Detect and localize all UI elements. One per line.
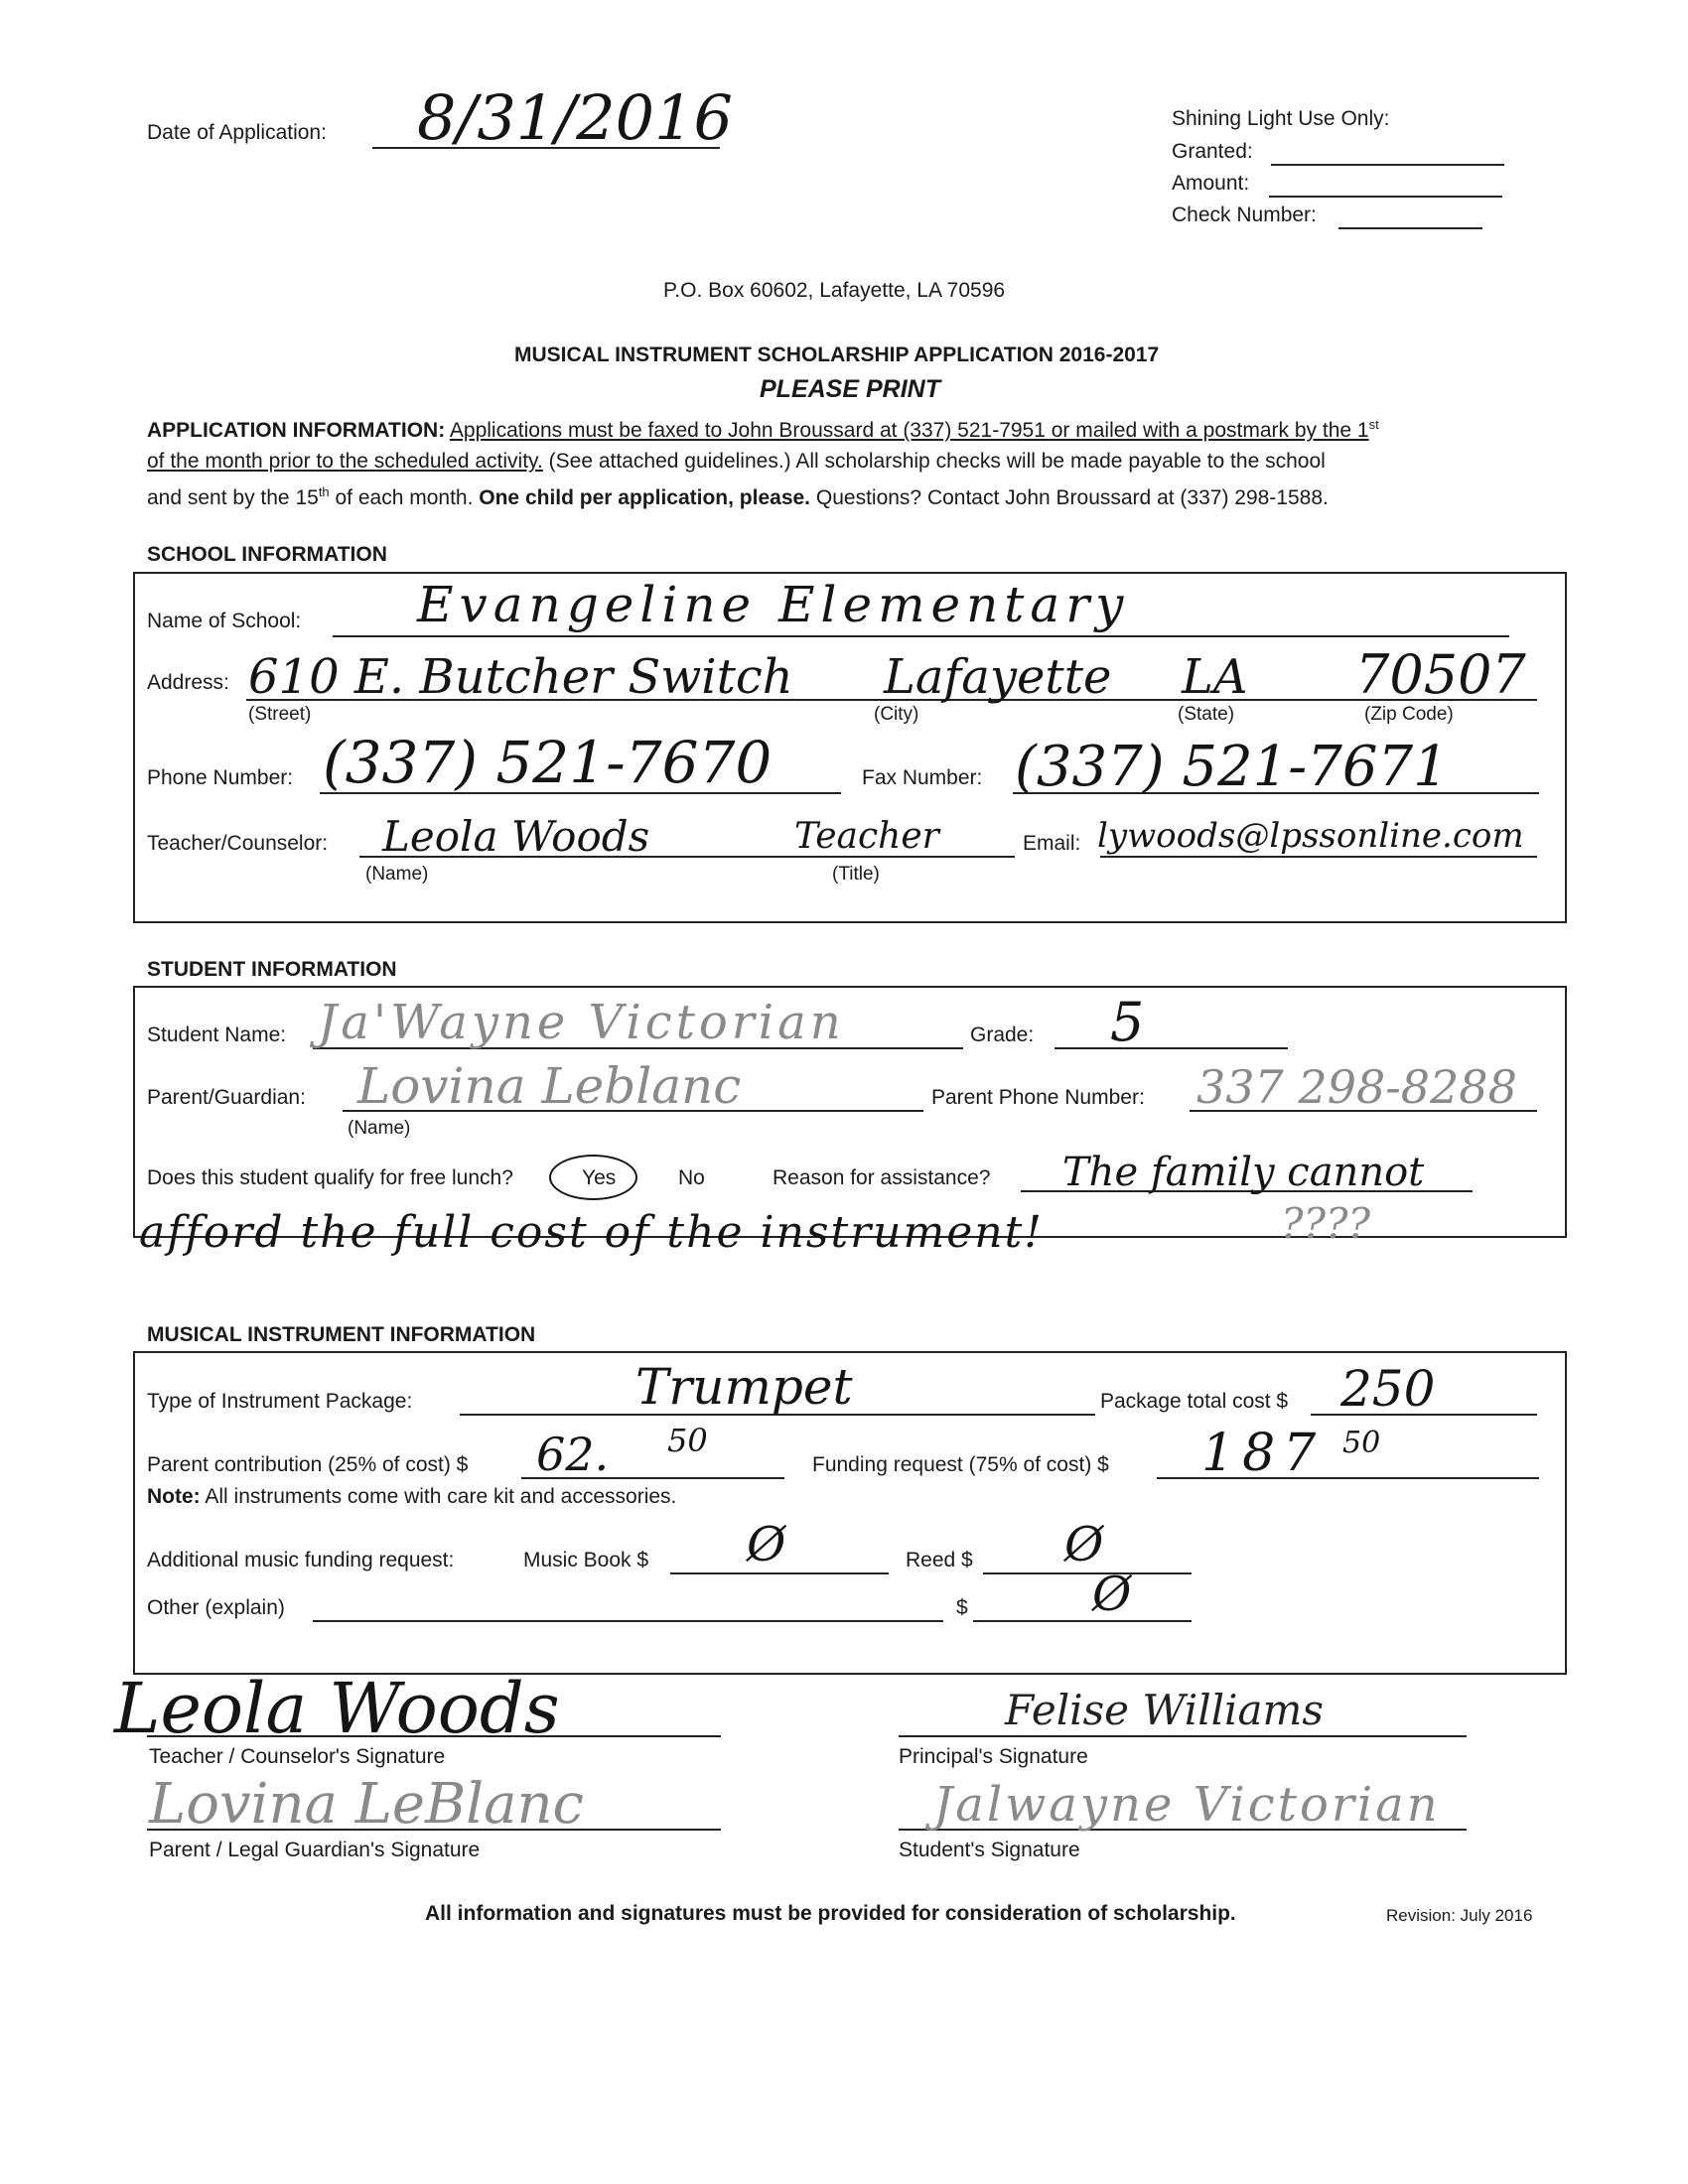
app-info-line3c: Questions? Contact John Broussard at (337) 298-1588. bbox=[815, 486, 1329, 509]
additional-funding-label: Additional music funding request: bbox=[147, 1549, 455, 1571]
other-amount-value[interactable]: Ø bbox=[1092, 1567, 1132, 1622]
parent-phone-label: Parent Phone Number: bbox=[931, 1086, 1145, 1109]
teacher-label: Teacher/Counselor: bbox=[147, 832, 329, 855]
school-name-line bbox=[333, 635, 1509, 637]
reason-line1-value[interactable]: The family cannot bbox=[1062, 1150, 1425, 1195]
reason-label: Reason for assistance? bbox=[773, 1166, 991, 1189]
principal-signature-label: Principal's Signature bbox=[899, 1745, 1088, 1768]
street-value[interactable]: 610 E. Butcher Switch bbox=[248, 649, 793, 705]
parent-caption: (Name) bbox=[348, 1118, 411, 1139]
package-total-label: Package total cost $ bbox=[1100, 1390, 1289, 1413]
reed-value[interactable]: Ø bbox=[1064, 1517, 1104, 1572]
teacher-signature-label: Teacher / Counselor's Signature bbox=[149, 1745, 446, 1768]
app-info-line3-bold: One child per application, please. bbox=[479, 486, 811, 509]
school-name-value[interactable]: Evangeline Elementary bbox=[417, 576, 1130, 633]
app-info-line3a: and sent by the 15 bbox=[147, 486, 319, 509]
no-option[interactable]: No bbox=[678, 1166, 705, 1189]
po-box-address: P.O. Box 60602, Lafayette, LA 70596 bbox=[663, 279, 1006, 302]
application-info bbox=[147, 409, 1557, 513]
parent-phone-value[interactable]: 337 298-8288 bbox=[1196, 1060, 1517, 1114]
email-line bbox=[1100, 856, 1537, 858]
fax-label: Fax Number: bbox=[862, 766, 983, 789]
amount-line[interactable] bbox=[1269, 196, 1502, 198]
reed-label: Reed $ bbox=[906, 1549, 973, 1571]
granted-line[interactable] bbox=[1271, 164, 1504, 166]
music-book-label: Music Book $ bbox=[523, 1549, 649, 1571]
parent-label: Parent/Guardian: bbox=[147, 1086, 306, 1109]
app-info-line2: of the month prior to the scheduled activity. bbox=[147, 450, 543, 473]
school-name-label: Name of School: bbox=[147, 610, 302, 632]
grade-label: Grade: bbox=[970, 1024, 1035, 1046]
school-heading: SCHOOL INFORMATION bbox=[147, 543, 387, 566]
footer-notice: All information and signatures must be provided for consideration of scholarship. bbox=[425, 1902, 1236, 1925]
student-name-label: Student Name: bbox=[147, 1024, 287, 1046]
teacher-title-value[interactable]: Teacher bbox=[794, 816, 939, 857]
yes-option[interactable]: Yes bbox=[582, 1166, 617, 1189]
grade-line bbox=[1055, 1047, 1288, 1049]
student-name-value[interactable]: Ja'Wayne Victorian bbox=[318, 995, 845, 1050]
use-only-title: Shining Light Use Only: bbox=[1172, 107, 1390, 130]
other-amount-line bbox=[973, 1620, 1192, 1622]
date-value[interactable]: 8/31/2016 bbox=[417, 81, 733, 154]
student-heading: STUDENT INFORMATION bbox=[147, 958, 397, 981]
parent-signature-label: Parent / Legal Guardian's Signature bbox=[149, 1839, 481, 1861]
music-book-value[interactable]: Ø bbox=[747, 1517, 786, 1572]
instrument-type-label: Type of Instrument Package: bbox=[147, 1390, 413, 1413]
fax-value[interactable]: (337) 521-7671 bbox=[1015, 735, 1449, 799]
funding-request-label: Funding request (75% of cost) $ bbox=[812, 1453, 1109, 1476]
yes-circle-mark bbox=[549, 1155, 637, 1200]
other-explain-line bbox=[313, 1620, 943, 1622]
phone-value[interactable]: (337) 521-7670 bbox=[323, 729, 773, 796]
package-total-value[interactable]: 250 bbox=[1340, 1360, 1436, 1418]
teacher-title-caption: (Title) bbox=[832, 864, 880, 885]
city-caption: (City) bbox=[874, 704, 919, 725]
parent-contribution-cents[interactable]: 50 bbox=[667, 1422, 708, 1459]
note-bold: Note: bbox=[147, 1485, 201, 1508]
revision-text: Revision: July 2016 bbox=[1386, 1906, 1533, 1925]
student-signature[interactable]: Jalwayne Victorian bbox=[933, 1777, 1441, 1833]
reason-question-marks: ???? bbox=[1281, 1199, 1371, 1248]
music-book-line bbox=[670, 1572, 889, 1574]
parent-value[interactable]: Lovina Leblanc bbox=[357, 1057, 742, 1115]
principal-signature-line bbox=[899, 1735, 1467, 1737]
phone-label: Phone Number: bbox=[147, 766, 294, 789]
email-label: Email: bbox=[1023, 832, 1081, 855]
funding-request-value[interactable]: 187 bbox=[1201, 1424, 1325, 1483]
funding-request-cents[interactable]: 50 bbox=[1342, 1426, 1381, 1460]
state-value[interactable]: LA bbox=[1182, 649, 1248, 705]
date-label: Date of Application: bbox=[147, 121, 327, 144]
form-subtitle: PLEASE PRINT bbox=[760, 375, 940, 403]
reed-line bbox=[983, 1572, 1192, 1574]
app-info-sup2: th bbox=[318, 484, 330, 499]
app-info-sup1: st bbox=[1368, 417, 1379, 432]
free-lunch-label: Does this student qualify for free lunch? bbox=[147, 1166, 513, 1189]
teacher-name-value[interactable]: Leola Woods bbox=[382, 812, 650, 861]
instrument-heading: MUSICAL INSTRUMENT INFORMATION bbox=[147, 1323, 536, 1346]
street-caption: (Street) bbox=[248, 704, 312, 725]
other-dollar-label: $ bbox=[956, 1596, 968, 1619]
state-caption: (State) bbox=[1178, 704, 1235, 725]
app-info-line3b: of each month. bbox=[335, 486, 474, 509]
instrument-type-value[interactable]: Trumpet bbox=[635, 1358, 853, 1416]
teacher-signature[interactable]: Leola Woods bbox=[114, 1668, 560, 1749]
address-label: Address: bbox=[147, 671, 229, 694]
zip-caption: (Zip Code) bbox=[1364, 704, 1454, 725]
granted-label: Granted: bbox=[1172, 140, 1253, 163]
note-body: All instruments come with care kit and accessories. bbox=[205, 1485, 677, 1508]
student-signature-label: Student's Signature bbox=[899, 1839, 1080, 1861]
zip-value[interactable]: 70507 bbox=[1355, 643, 1526, 706]
form-title: MUSICAL INSTRUMENT SCHOLARSHIP APPLICATION 2016-2017 bbox=[514, 343, 1160, 366]
principal-signature[interactable]: Felise Williams bbox=[1005, 1686, 1324, 1734]
parent-contribution-label: Parent contribution (25% of cost) $ bbox=[147, 1453, 469, 1476]
teacher-name-caption: (Name) bbox=[365, 864, 429, 885]
parent-contribution-value[interactable]: 62. bbox=[536, 1428, 610, 1481]
app-info-line1: Applications must be faxed to John Broussard at (337) 521-7951 or mailed with a postmark by the 1 bbox=[449, 419, 1369, 442]
email-value[interactable]: lywoods@lpssonline.com bbox=[1097, 816, 1524, 856]
other-explain-label: Other (explain) bbox=[147, 1596, 285, 1619]
check-number-line[interactable] bbox=[1338, 227, 1482, 229]
check-number-label: Check Number: bbox=[1172, 204, 1317, 226]
city-value[interactable]: Lafayette bbox=[884, 649, 1112, 705]
amount-label: Amount: bbox=[1172, 172, 1250, 195]
app-info-line2-rest: (See attached guidelines.) All scholarship checks will be made payable to the school bbox=[548, 450, 1326, 473]
grade-value[interactable]: 5 bbox=[1110, 991, 1145, 1053]
parent-signature[interactable]: Lovina LeBlanc bbox=[149, 1772, 584, 1837]
reason-line2-value[interactable]: afford the full cost of the instrument! bbox=[139, 1207, 1044, 1258]
app-info-heading: APPLICATION INFORMATION: bbox=[147, 419, 446, 442]
note-text bbox=[147, 1485, 676, 1509]
